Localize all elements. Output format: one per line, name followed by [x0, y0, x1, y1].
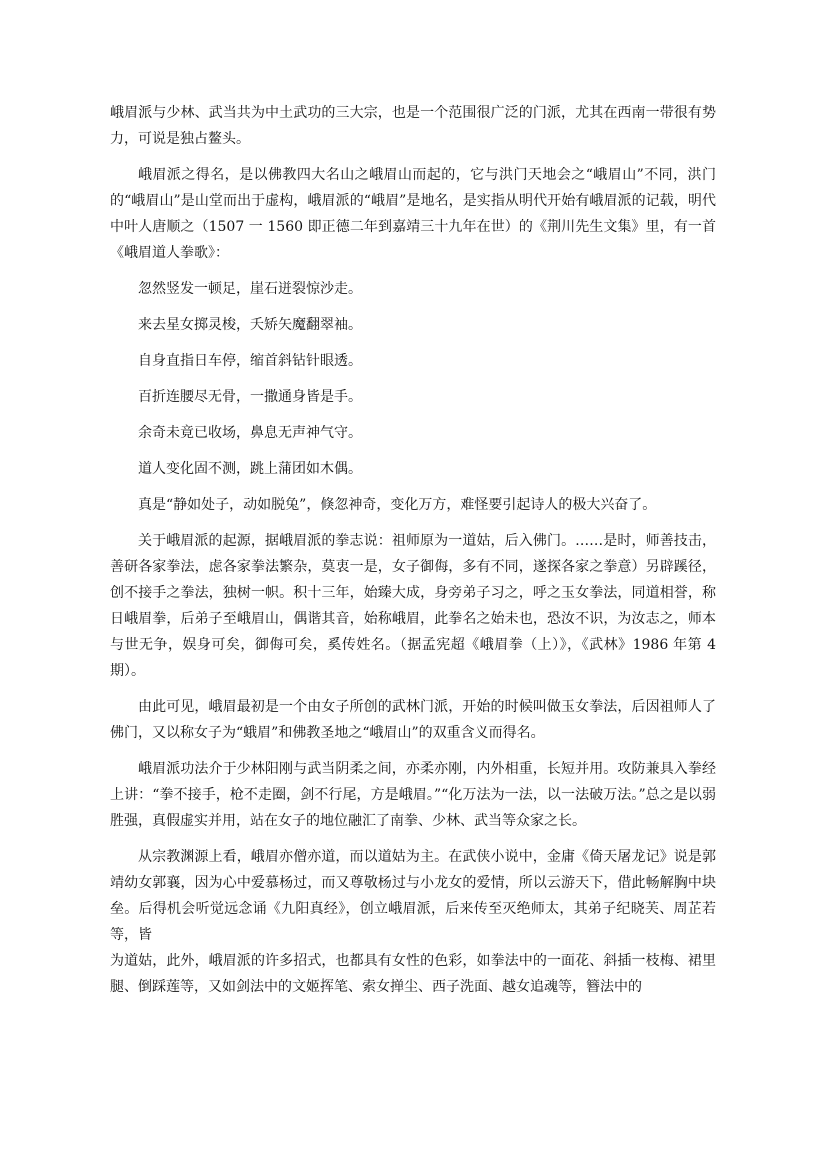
poem-line-2: 来去星女掷灵梭，夭矫矢魔翻翠袖。 — [138, 317, 362, 333]
paragraph-intro: 峨眉派与少林、武当共为中土武功的三大宗，也是一个范围很广泛的门派，尤其在西南一带很有势力，可说是独占鳌头。 — [110, 105, 716, 147]
paragraph-poem-comment: 真是“静如处子，动如脱兔”，倏忽神奇，变化万方，难怪要引起诗人的极大兴奋了。 — [138, 497, 657, 513]
poem-line-4: 百折连腰尽无骨，一撒通身皆是手。 — [138, 389, 362, 405]
poem-line-1: 忽然竖发一顿足，崖石迸裂惊沙走。 — [138, 281, 362, 297]
poem-line-3: 自身直指日车停，缩首斜钻针眼透。 — [138, 353, 362, 369]
paragraph-conclusion: 由此可见，峨眉最初是一个由女子所创的武林门派，开始的时候叫做玉女拳法，后因祖师人了佛门，又以称女子为“蛾眉”和佛教圣地之“峨眉山”的双重含义而得名。 — [110, 699, 716, 741]
document-body — [110, 100, 716, 1000]
paragraph-history: 关于峨眉派的起源，据峨眉派的拳志说：祖师原为一道姑，后入佛门。……是时，师善技击，善研各家拳法，虑各家拳法繁杂，莫衷一是，女子御侮，多有不同，遂探各家之拳意）另辟蹊径，创不接手之拳法，独树一帜。积十三年，始臻大成，身旁弟子习之，呼之玉女拳法，同道相誉，称日峨眉拳，后弟子至峨眉山，偶谐其音，始称峨眉，此拳名之始未也，恐汝不识，为汝志之，师本与世无争，娱身可矣，御侮可矣，奚传姓名。（据孟宪超《峨眉拳（上）》，《武林》1986 年第 4 期）。 — [110, 533, 716, 679]
paragraph-name-origin: 峨眉派之得名，是以佛教四大名山之峨眉山而起的，它与洪门天地会之“峨眉山”不同，洪门的“峨眉山”是山堂而出于虚构，峨眉派的“峨眉”是地名，是实指从明代开始有峨眉派的记载，明代中叶人唐顺之（1507 一 1560 即正德二年到嘉靖三十九年在世）的《荆川先生文集》里，有一首《峨眉道人拳歌》： — [110, 167, 716, 261]
paragraph-religion: 从宗教渊源上看，峨眉亦僧亦道，而以道姑为主。在武侠小说中，金庸《倚天屠龙记》说是郭靖幼女郭襄，因为心中爱慕杨过，而又尊敬杨过与小龙女的爱情，所以云游天下，借此畅解胸中块垒。后得机会听觉远念诵《九阳真经》，创立峨眉派，后来传至灭绝师太，其弟子纪晓芙、周芷若等，皆 — [110, 849, 716, 943]
paragraph-continuation: 为道姑，此外，峨眉派的许多招式，也都具有女性的色彩，如拳法中的一面花、斜插一枝梅、裙里腿、倒踩莲等，又如剑法中的文姬挥笔、索女掸尘、西子洗面、越女追魂等，簪法中的 — [110, 953, 716, 995]
poem-line-6: 道人变化固不测，跳上蒲团如木偶。 — [138, 461, 362, 477]
paragraph-technique: 峨眉派功法介于少林阳刚与武当阴柔之间，亦柔亦刚，内外相重，长短并用。攻防兼具入拳经上讲：“拳不接手，枪不走圈，剑不行尾，方是峨眉。”“化万法为一法，以一法破万法。”总之是以弱胜强，真假虚实并用，站在女子的地位融汇了南拳、少林、武当等众家之长。 — [110, 761, 716, 829]
poem-line-5: 余奇未竟已收场，鼻息无声神气守。 — [138, 425, 362, 441]
